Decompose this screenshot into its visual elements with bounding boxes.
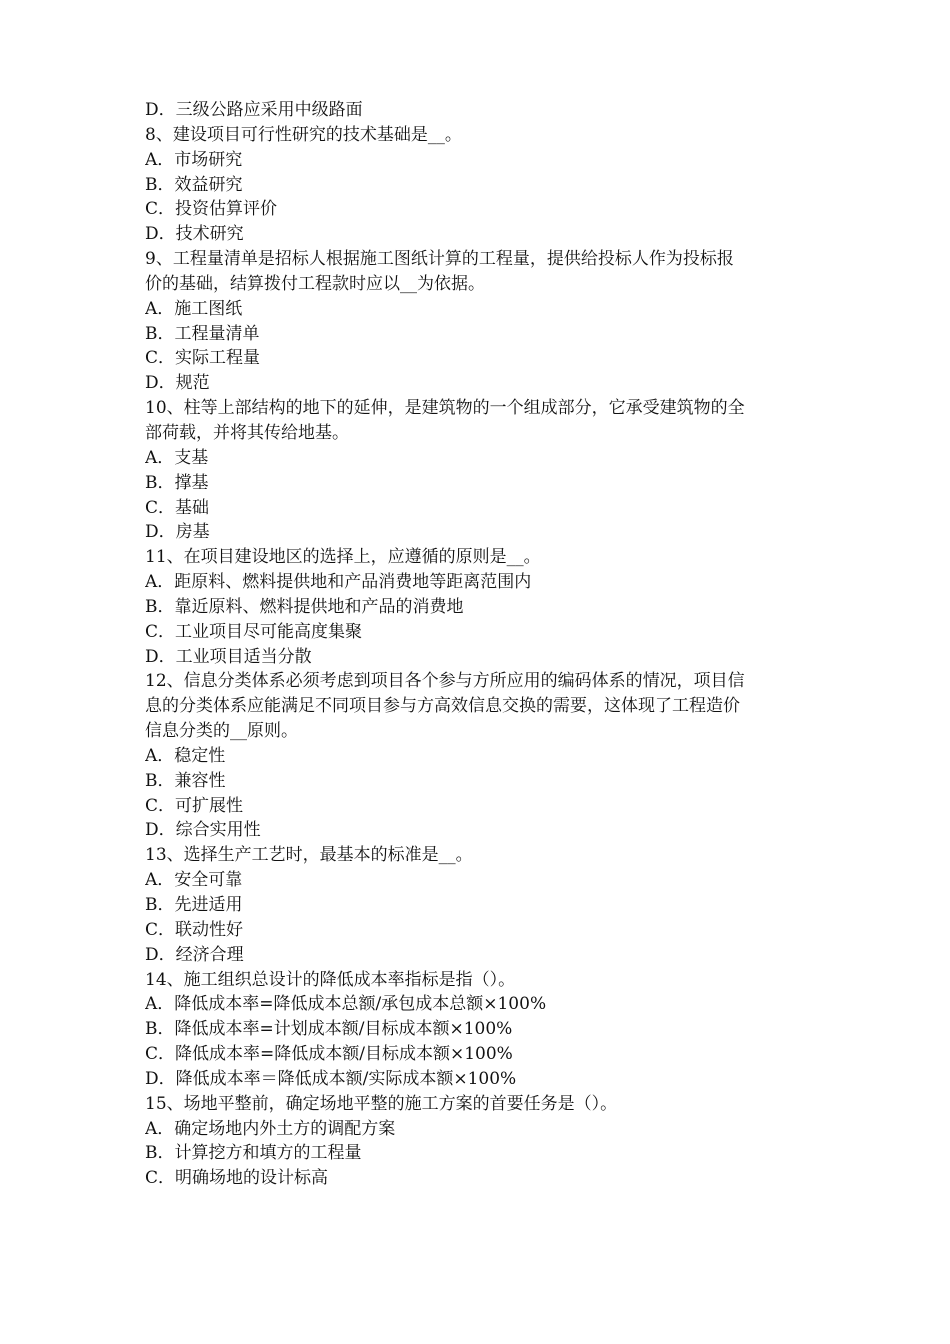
answer-option-line: C．实际工程量 [145, 348, 261, 369]
answer-option-line: D．房基 [145, 522, 210, 543]
question-text-line: 13、选择生产工艺时，最基本的标准是__。 [145, 845, 473, 866]
answer-option-line: D．综合实用性 [145, 820, 261, 841]
question-text-line: 部荷载，并将其传给地基。 [145, 422, 349, 443]
question-text-line: 12、信息分类体系必须考虑到项目各个参与方所应用的编码体系的情况，项目信 [145, 671, 745, 692]
answer-option-line: B．撑基 [145, 472, 209, 493]
answer-option-line: C．降低成本率=降低成本额/目标成本额×100% [145, 1044, 513, 1065]
answer-option-line: C．投资估算评价 [145, 199, 278, 220]
question-text-line: 息的分类体系应能满足不同项目参与方高效信息交换的需要，这体现了工程造价 [145, 696, 740, 717]
question-text-line: 15、场地平整前，确定场地平整的施工方案的首要任务是（）。 [145, 1093, 618, 1114]
answer-option-line: B．工程量清单 [145, 323, 260, 344]
answer-option-line: C．联动性好 [145, 919, 244, 940]
question-text-line: 信息分类的__原则。 [145, 721, 298, 742]
answer-option-line: C．明确场地的设计标高 [145, 1168, 329, 1189]
answer-option-line: C．基础 [145, 497, 210, 518]
answer-option-line: D．规范 [145, 373, 210, 394]
answer-option-line: D．降低成本率＝降低成本额/实际成本额×100% [145, 1068, 517, 1089]
answer-option-line: A．安全可靠 [145, 870, 243, 891]
answer-option-line: B．先进适用 [145, 895, 243, 915]
document-body [145, 98, 813, 1191]
answer-option-line: A．距原料、燃料提供地和产品消费地等距离范围内 [145, 572, 532, 593]
question-text-line: 10、柱等上部结构的地下的延伸，是建筑物的一个组成部分，它承受建筑物的全 [145, 398, 745, 419]
answer-option-line: B．降低成本率=计划成本额/目标成本额×100% [145, 1019, 513, 1040]
answer-option-line: D．经济合理 [145, 944, 244, 965]
answer-option-line: A．降低成本率=降低成本总额/承包成本总额×100% [145, 994, 547, 1015]
answer-option-line: A．市场研究 [145, 149, 243, 170]
question-text-line: 价的基础，结算拨付工程款时应以__为依据。 [145, 273, 485, 294]
question-text-line: 11、在项目建设地区的选择上，应遵循的原则是__。 [145, 547, 541, 568]
answer-option-line: D．三级公路应采用中级路面 [145, 100, 363, 120]
answer-option-line: B．靠近原料、燃料提供地和产品的消费地 [145, 596, 464, 617]
answer-option-line: B．计算挖方和填方的工程量 [145, 1143, 362, 1164]
question-text-line: 9、工程量清单是招标人根据施工图纸计算的工程量，提供给投标人作为投标报 [145, 249, 734, 270]
answer-option-line: A．确定场地内外土方的调配方案 [145, 1118, 396, 1139]
question-text-line: 8、建设项目可行性研究的技术基础是__。 [145, 124, 462, 145]
answer-option-line: A．施工图纸 [145, 298, 243, 319]
question-text-line: 14、施工组织总设计的降低成本率指标是指（）。 [145, 969, 516, 990]
answer-option-line: B．兼容性 [145, 770, 226, 791]
answer-option-line: C．工业项目尽可能高度集聚 [145, 621, 363, 642]
answer-option-line: C．可扩展性 [145, 795, 244, 816]
answer-option-line: B．效益研究 [145, 174, 243, 195]
answer-option-line: A．支基 [145, 447, 209, 468]
answer-option-line: A．稳定性 [145, 745, 226, 766]
answer-option-line: D．技术研究 [145, 224, 244, 245]
answer-option-line: D．工业项目适当分散 [145, 646, 312, 667]
